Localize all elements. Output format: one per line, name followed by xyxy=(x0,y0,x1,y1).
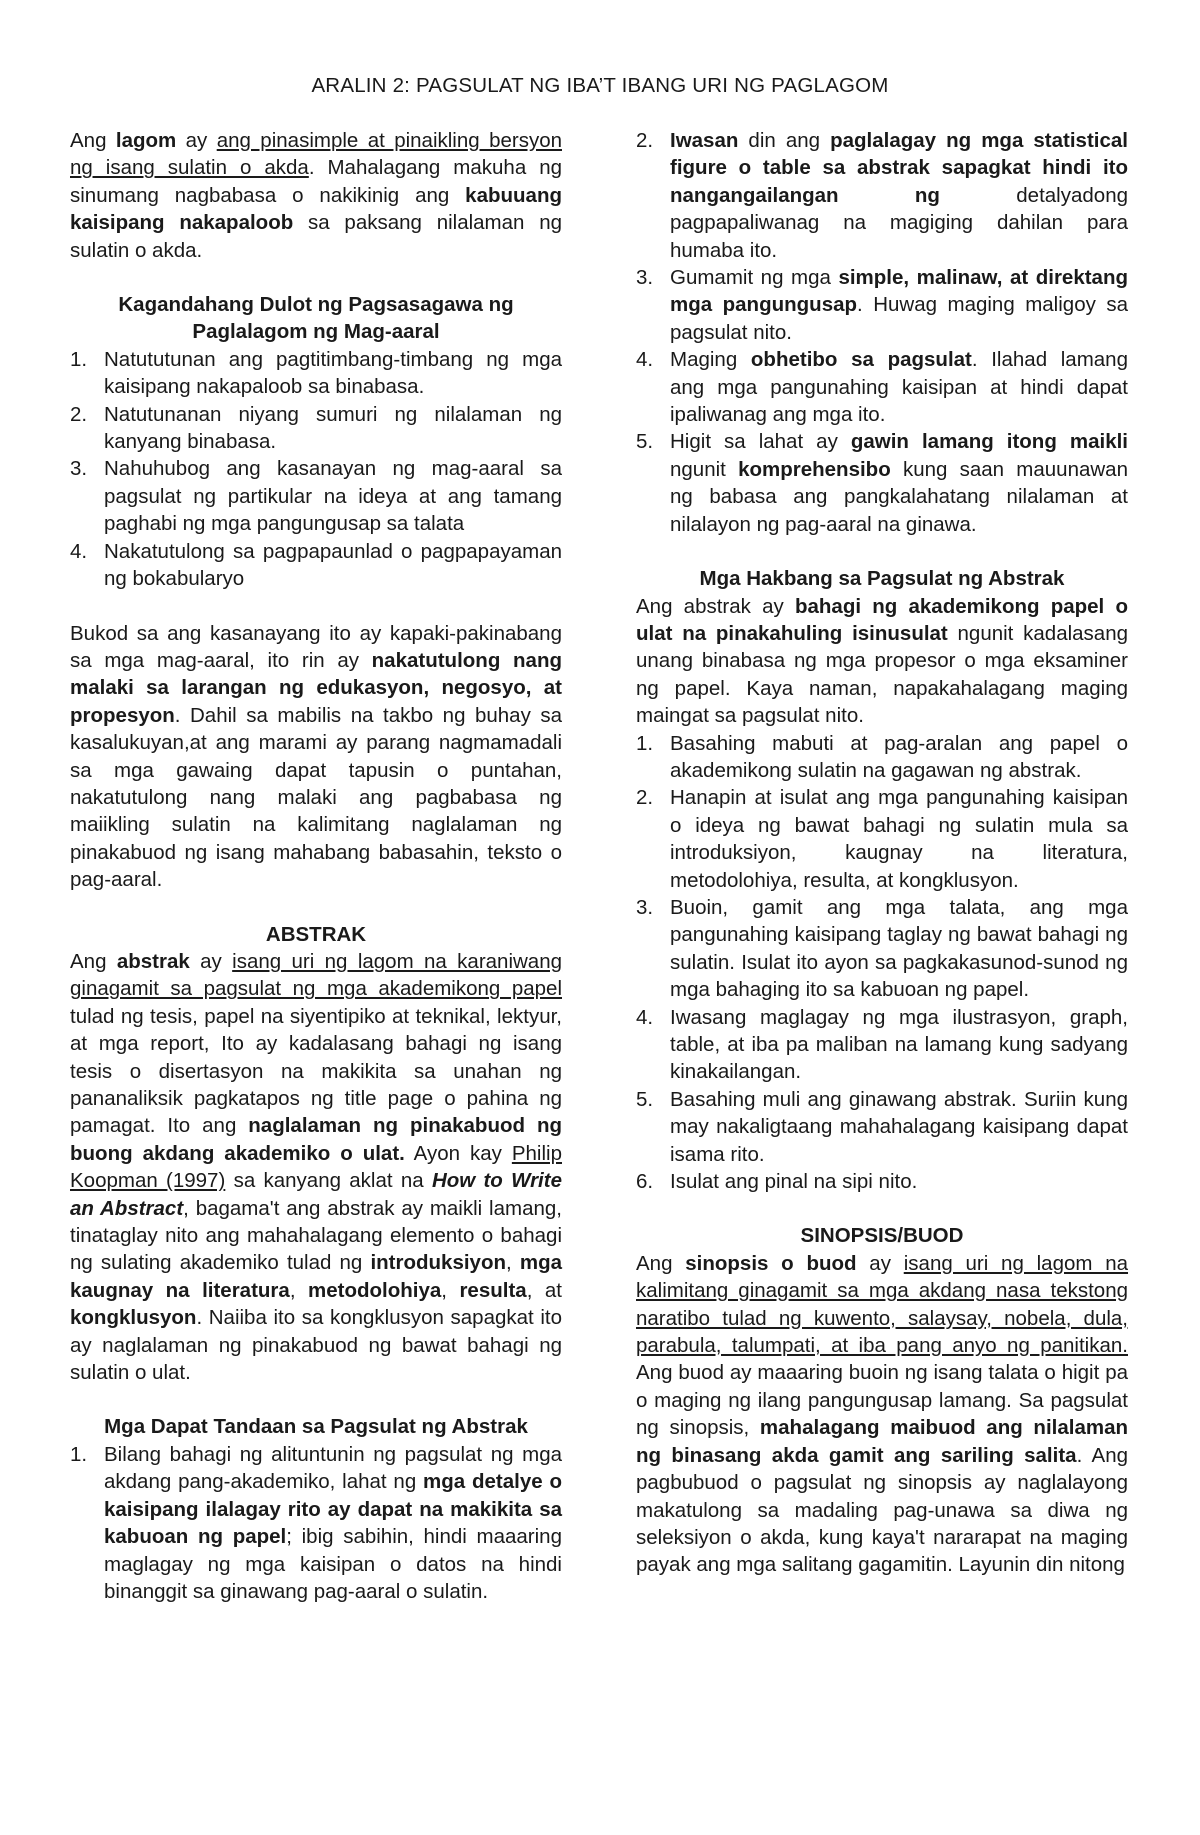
hakbang-list xyxy=(636,730,1128,1196)
kagandahan-heading: Kagandahang Dulot ng Pagsasagawa ng Paglalagom ng Mag-aaral xyxy=(118,293,514,344)
list-item: 4. Nakatutulong sa pagpapaunlad o pagpapayaman ng bokabularyo xyxy=(70,539,562,591)
hakbang-heading: Mga Hakbang sa Pagsulat ng Abstrak xyxy=(699,567,1065,591)
list-item: 2. Iwasan din ang paglalagay ng mga statistical figure o table sa abstrak sapagkat hindi ito nangangailangan ng detalyadong pagpapaliwanag na magiging dahilan para humaba ito. xyxy=(636,129,1128,262)
list-item: 5. Higit sa lahat ay gawin lamang itong maikli ngunit komprehensibo kung saan mauunawan ng babasa ang pangkalahatang nilalaman at nilalayon ng pag-aaral na ginawa. xyxy=(636,430,1128,536)
list-item: 1. Basahing mabuti at pag-aralan ang papel o akademikong sulatin na gagawan ng abstrak. xyxy=(636,731,1128,782)
list-item: 3. Gumamit ng mga simple, malinaw, at direktang mga pangungusap. Huwag maging maligoy sa pagsulat nito. xyxy=(636,266,1128,344)
tandaan-list xyxy=(70,1441,562,1605)
bukod-paragraph: Bukod sa ang kasanayang ito ay kapaki-pakinabang sa mga mag-aaral, ito rin ay nakatutulong nang malaki sa larangan ng edukasyon, negosyo, at propesyon. Dahil sa mabilis na takbo ng buhay sa kasalukuyan,at ang marami ay parang nagmamadali sa mga gawaing dapat tapusin o puntahan, nakatutulong nang malaki ang pagbabasa ng maiikling sulatin na kalimitang naglalaman ng pinakabuod ng isang mahabang babasahin, teksto o pag-aaral. xyxy=(70,621,562,892)
abstrak-paragraph: Ang abstrak ay isang uri ng lagom na karaniwang ginagamit sa pagsulat ng mga akademikong papel tulad ng tesis, papel na siyentipiko at teknikal, lektyur, at mga report, Ito ay kadalasang bahagi ng isang tesis o disertasyon na makikita sa unahan ng pananaliksik pagkatapos ng title page o pahina ng pamagat. Ito ang naglalaman ng pinakabuod ng buong akdang akademiko o ulat. Ayon kay Philip Koopman (1997) sa kanyang aklat na How to Write an Abstract, bagama't ang abstrak ay maikli lamang, tinataglay nito ang mahahalagang elemento o bahagi ng sulating akademiko tulad ng introduksiyon, mga kaugnay na literatura, metodolohiya, resulta, at kongklusyon. Naiiba ito sa kongklusyon sapagkat ito ay naglalaman ng pinakabuod ng bawat bahagi ng sulatin o ulat. xyxy=(70,949,563,1385)
list-item: 6. Isulat ang pinal na sipi nito. xyxy=(636,1170,918,1194)
list-item: 4. Maging obhetibo sa pagsulat. Ilahad lamang ang mga pangunahing kaisipan at hindi dapat ipaliwanag ang mga ito. xyxy=(636,348,1128,427)
list-item: 3. Buoin, gamit ang mga talata, ang mga pangunahing kaisipang taglay ng bawat bahagi ng sulatin. Isulat ito ayon sa pagkakasunod-sunod ng mga bahaging ito sa kabuoan ng papel. xyxy=(636,895,1128,1002)
kagandahan-list xyxy=(70,346,562,593)
abstrak-heading: ABSTRAK xyxy=(265,922,367,946)
page-title: ARALIN 2: PAGSULAT NG IBA’T IBANG URI NG PAGLAGOM xyxy=(311,74,889,97)
sinopsis-paragraph: Ang sinopsis o buod ay isang uri ng lagom na kalimitang ginagamit sa mga akdang nasa tekstong naratibo tulad ng kuwento, salaysay, nobela, dula, parabula, talumpati, at iba pang anyo ng panitikan. Ang buod ay maaaring buoin ng isang talata o higit pa o maging ng ilang pangungusap lamang. Sa pagsulat ng sinopsis, mahalagang maibuod ang nilalaman ng binasang akda gamit ang sariling salita. Ang pagbubuod o pagsulat ng sinopsis ay naglalayong makatulong sa madaling pag-unawa sa diwa ng seleksiyon o akda, kung kaya't nararapat na maging payak ang mga salitang gagamitin. Layunin din nitong xyxy=(636,1251,1129,1577)
tandaan-heading: Mga Dapat Tandaan sa Pagsulat ng Abstrak xyxy=(104,1415,528,1439)
list-item: 2. Hanapin at isulat ang mga pangunahing kaisipan o ideya ng bawat bahagi ng sulatin mula sa introduksiyon, kaugnay na literatura, metodolohiya, resulta, at kongklusyon. xyxy=(636,786,1128,892)
tandaan-list-continued xyxy=(636,127,1128,538)
list-item: 3. Nahuhubog ang kasanayan ng mag-aaral sa pagsulat ng partikular na ideya at ang tamang paghabi ng mga pangungusap sa talata xyxy=(70,457,562,536)
left-column xyxy=(70,127,562,1605)
list-item: 4. Iwasang maglagay ng mga ilustrasyon, graph, table, at iba pa maliban na lamang kung sadyang kinakailangan. xyxy=(636,1005,1128,1084)
list-item: 5. Basahing muli ang ginawang abstrak. Suriin kung may nakaligtaang mahahalagang kaisipang dapat isama rito. xyxy=(636,1087,1128,1166)
hakbang-intro-paragraph: Ang abstrak ay bahagi ng akademikong papel o ulat na pinakahuling isinusulat ngunit kadalasang unang binabasa ng mga propesor o mga eksaminer ng papel. Kaya naman, napakahalagang maging maingat sa pagsulat nito. xyxy=(636,594,1129,728)
list-item: 2. Natutunanan niyang sumuri ng nilalaman ng kanyang binabasa. xyxy=(70,402,562,454)
lagom-intro-paragraph: Ang lagom ay ang pinasimple at pinaikling bersyon ng isang sulatin o akda. Mahalagang makuha ng sinumang nagbabasa o nakikinig ang kabuuang kaisipang nakapaloob sa paksang nilalaman ng sulatin o akda. xyxy=(70,129,562,262)
sinopsis-heading: SINOPSIS/BUOD xyxy=(800,1224,964,1248)
list-item: 1. Natututunan ang pagtitimbang-timbang ng mga kaisipang nakapaloob sa binabasa. xyxy=(70,347,562,399)
right-column xyxy=(636,127,1128,1579)
list-item: 1. Bilang bahagi ng alituntunin ng pagsulat ng mga akdang pang-akademiko, lahat ng mga detalye o kaisipang ilalagay rito ay dapat na makikita sa kabuoan ng papel; ibig sabihin, hindi maaaring maglagay ng mga kaisipan o datos na hindi binanggit sa ginawang pag-aaral o sulatin. xyxy=(70,1442,562,1603)
